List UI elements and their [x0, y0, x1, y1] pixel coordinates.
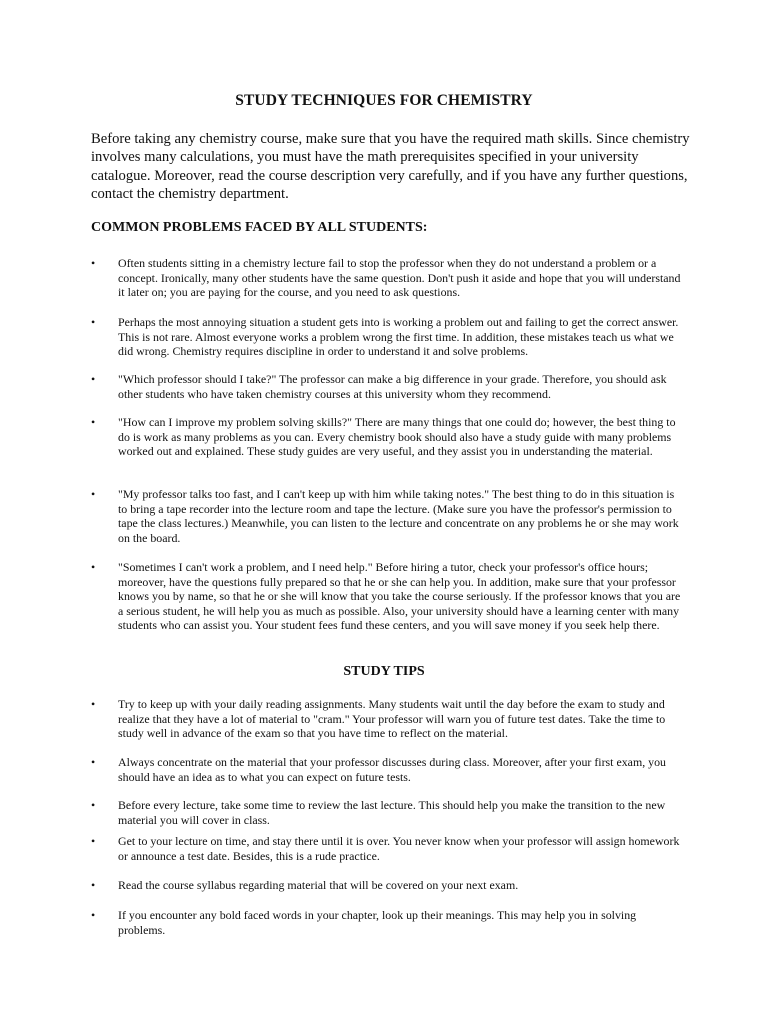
tip-text: Always concentrate on the material that your professor discusses during class. Moreover, after your first exam, you should have an idea as to what you can expect on future tests. [118, 755, 666, 784]
bullet-icon: • [91, 798, 96, 812]
bullet-icon: • [91, 755, 96, 769]
bullet-icon: • [91, 256, 96, 270]
bullet-icon: • [91, 415, 96, 429]
problem-text: "How can I improve my problem solving skills?" There are many things that one could do; however, the best thing to do is work as many problems as you can. Every chemistry book should also have a study guide with many problems worked out and explained. These study guides are very useful, and they assist you in understanding the material. [118, 415, 676, 459]
tip-text: Before every lecture, take some time to review the last lecture. This should help you make the transition to the new material you will cover in class. [118, 798, 666, 827]
bullet-icon: • [91, 372, 96, 386]
problem-text: "My professor talks too fast, and I can't keep up with him while taking notes." The best thing to do in this situation is to bring a tape recorder into the lecture room and tape the lecture. (Make sure you have the professor's permission to tape the class lectures.) Meanwhile, you can listen to the lecture and concentrate on any problems he or she may work on the board. [118, 487, 679, 545]
bullet-icon: • [91, 834, 96, 848]
bullet-icon: • [91, 697, 96, 711]
intro-paragraph: Before taking any chemistry course, make sure that you have the required math skills. Since chemistry involves many calculations, you must have the math prerequisites specified in your university catalogue. Moreover, read the course description very carefully, and if you have any further questions, contact the chemistry department. [91, 131, 690, 203]
bullet-icon: • [91, 878, 96, 892]
problem-text: Often students sitting in a chemistry lecture fail to stop the professor when they do not understand a problem or a concept. Ironically, many other students have the same question. Don't push it aside and hope that you will understand it later on; you are paying for the course, and you need to ask questions. [118, 256, 681, 300]
problems-heading: COMMON PROBLEMS FACED BY ALL STUDENTS: [91, 220, 428, 235]
tip-text: Read the course syllabus regarding material that will be covered on your next exam. [118, 878, 519, 892]
problem-text: "Sometimes I can't work a problem, and I need help." Before hiring a tutor, check your professor's office hours; moreover, have the questions fully prepared so that he or she can help you. In addition, make sure that your professor knows you by name, so that he or she will know that you take the course seriously. If the professor knows that you are a serious student, he will help you as much as possible. Also, your university should have a learning center with many students who can assist you. Your student fees fund these centers, and you will save money if you seek help there. [118, 560, 681, 633]
tip-text: If you encounter any bold faced words in your chapter, look up their meanings. This may help you in solving problems. [118, 908, 637, 937]
bullet-icon: • [91, 560, 96, 574]
bullet-icon: • [91, 315, 96, 329]
problem-text: "Which professor should I take?" The professor can make a big difference in your grade. Therefore, you should ask other students who have taken chemistry courses at this university whom they recommend. [118, 372, 667, 401]
document-title: STUDY TECHNIQUES FOR CHEMISTRY [235, 92, 533, 109]
tips-heading: STUDY TIPS [343, 664, 425, 679]
bullet-icon: • [91, 487, 96, 501]
bullet-icon: • [91, 908, 96, 922]
problem-text: Perhaps the most annoying situation a student gets into is working a problem out and failing to get the correct answer. This is not rare. Almost everyone works a problem wrong the first time. In addition, these mistakes teach us what we did wrong. Chemistry requires discipline in order to understand it and solve problems. [118, 315, 679, 359]
tip-text: Get to your lecture on time, and stay there until it is over. You never know when your professor will assign homework or announce a test date. Besides, this is a rude practice. [118, 834, 680, 863]
tip-text: Try to keep up with your daily reading assignments. Many students wait until the day before the exam to study and realize that they have a lot of material to "cram." Your professor will warn you of future test dates. Take the time to study well in advance of the exam so that you have time to reflect on the material. [118, 697, 666, 741]
